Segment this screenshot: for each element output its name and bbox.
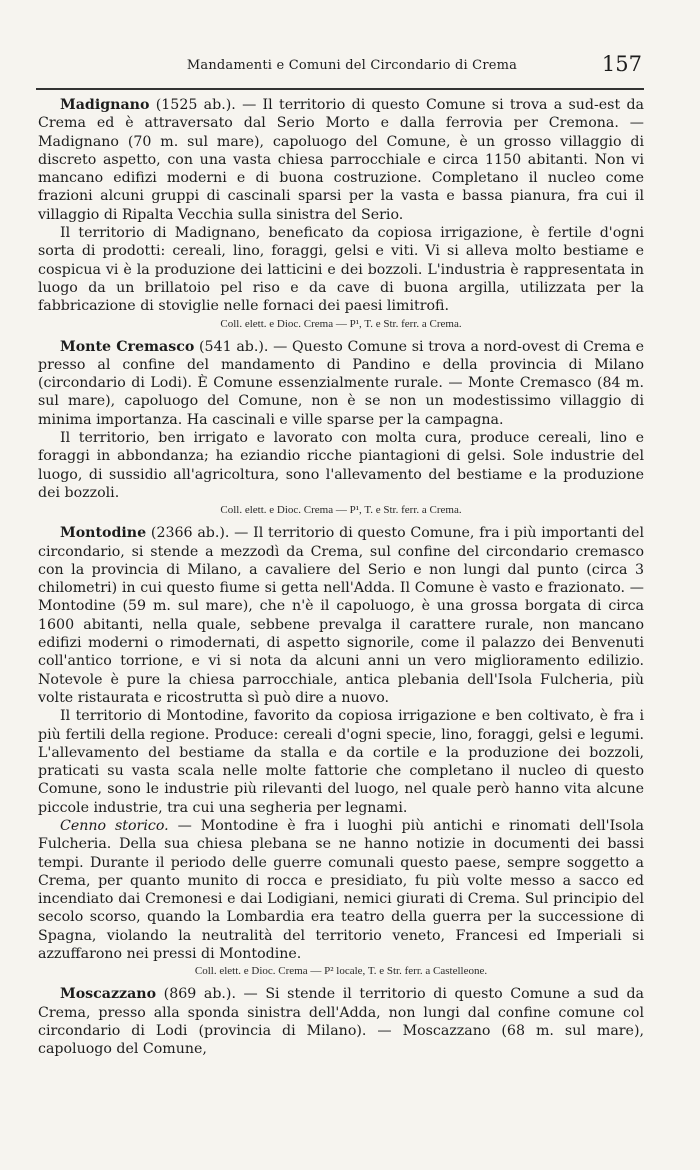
paragraph: Montodine (2366 ab.). — Il territorio di questo Comune, fra i più importanti del circondario, si stende a mezzodì da Crema, sul confine del circondario cremasco con la provincia di Milano, a cavaliere del Serio e non lungi dal punto (circa 3 chilometri) in cui questo fiume si getta nell'Adda. Il Comune è vasto e frazionato. — Montodine (59 m. sul mare), che n'è il capoluogo, è una grossa borgata di circa 1600 abitanti, nella quale, sebbene prevalga il carattere rurale, non mancano edifizi moderni o rimodernati, di aspetto signorile, come il palazzo dei Benvenuti coll'antico torrione, e vi si nota da alcuni anni un vero miglioramento edilizio. Notevole è pure la chiesa parrocchiale, antica plebania dell'Isola Fulcheria, più volte ristaurata e ricostrutta sì può dire a nuovo. [38, 525, 644, 706]
entry-moscazzano [38, 985, 644, 1058]
entry-madignano [38, 96, 644, 330]
entry-note: Coll. elett. e Dioc. Crema — P¹, T. e Str. ferr. a Crema. [220, 317, 462, 330]
entry-note: Coll. elett. e Dioc. Crema — P² locale, T. e Str. ferr. a Castelleone. [194, 965, 488, 978]
paragraph: Cenno storico. — Montodine è fra i luoghi più antichi e rinomati dell'Isola Fulcheria. Della sua chiesa plebana se ne hanno notizie in documenti dei bassi tempi. Durante il periodo delle guerre comunali questo paese, sempre soggetto a Crema, per quanto munito di rocca e presidiato, fu più volte messo a sacco ed incendiato dai Cremonesi e dai Lodigiani, nemici giurati di Crema. Sul principio del secolo scorso, quando la Lombardia era teatro della guerra per la successione di Spagna, violando la neutralità del territorio veneto, Francesi ed Imperiali si azzuffarono nei pressi di Montodine. [38, 817, 644, 963]
entry-name: Montodine [60, 525, 147, 542]
entry-name: Moscazzano [60, 986, 157, 1003]
paragraph: Madignano (1525 ab.). — Il territorio di questo Comune si trova a sud-est da Crema ed è attraversato dal Serio Morto e dalla ferrovia per Cremona. — Madignano (70 m. sul mare), capoluogo del Comune, è un grosso villaggio di discreto aspetto, con una vasta chiesa parrocchiale e circa 1150 abitanti. Non vi mancano edifizi moderni e di buona costruzione. Completano il nucleo come frazioni alcuni gruppi di cascinali sparsi per la vasta e bassa pianura, fra cui il villaggio di Ripalta Vecchia sulla sinistra del Serio. [38, 97, 644, 223]
page-number: 157 [601, 52, 642, 76]
entry-monte-cremasco [38, 338, 644, 517]
entry-note: Coll. elett. e Dioc. Crema — P¹, T. e Str. ferr. a Crema. [220, 504, 462, 517]
page-header [62, 52, 642, 82]
running-title: Mandamenti e Comuni del Circondario di Crema [186, 58, 518, 73]
paragraph: Il territorio di Montodine, favorito da copiosa irrigazione e ben coltivato, è fra i più fertili della regione. Produce: cereali d'ogni specie, lino, foraggi, gelsi e legumi. L'allevamento del bestiame da stalla e da cortile e la produzione dei bozzoli, praticati su vasta scala nelle molte fattorie che completano il nucleo di questo Comune, sono le industrie più rilevanti del luogo, nel quale però hanno vita alcune piccole industrie, tra cui una segheria per legnami. [38, 708, 644, 816]
entry-montodine [38, 524, 644, 977]
header-rule [36, 88, 644, 90]
paragraph: Monte Cremasco (541 ab.). — Questo Comune si trova a nord-ovest di Crema e presso al confine del mandamento di Pandino e della provincia di Milano (circondario di Lodi). È Comune essenzialmente rurale. — Monte Cremasco (84 m. sul mare), capoluogo del Comune, non è se non un modestissimo villaggio di minima importanza. Ha cascinali e ville sparse per la campagna. [38, 338, 644, 428]
paragraph: Il territorio di Madignano, beneficato da copiosa irrigazione, è fertile d'ogni sorta di prodotti: cereali, lino, foraggi, gelsi e viti. Vi si alleva molto bestiame e cospicua vi è la produzione dei latticini e dei bozzoli. L'industria è rappresentata in luogo da un brillatoio pel riso e da cave di buona argilla, utilizzata per la fabbricazione di stoviglie nelle fornaci dei paesi limitrofi. [38, 225, 644, 315]
entry-name: Monte Cremasco [60, 338, 195, 355]
entry-name: Madignano [60, 97, 150, 113]
paragraph: Il territorio, ben irrigato e lavorato con molta cura, produce cereali, lino e foraggi in abbondanza; ha eziandio ricche piantagioni di gelsi. Sole industrie del luogo, di sussidio all'agricoltura, sono l'allevamento del bestiame e la produzione dei bozzoli. [38, 430, 644, 501]
page-body [38, 96, 644, 1067]
paragraph: Moscazzano (869 ab.). — Si stende il territorio di questo Comune a sud da Crema, presso alla sponda sinistra dell'Adda, non lungi dal confine comune col circondario di Lodi (provincia di Milano). — Moscazzano (68 m. sul mare), capoluogo del Comune, [38, 986, 644, 1058]
cenno-storico-label: Cenno storico. [60, 817, 169, 834]
